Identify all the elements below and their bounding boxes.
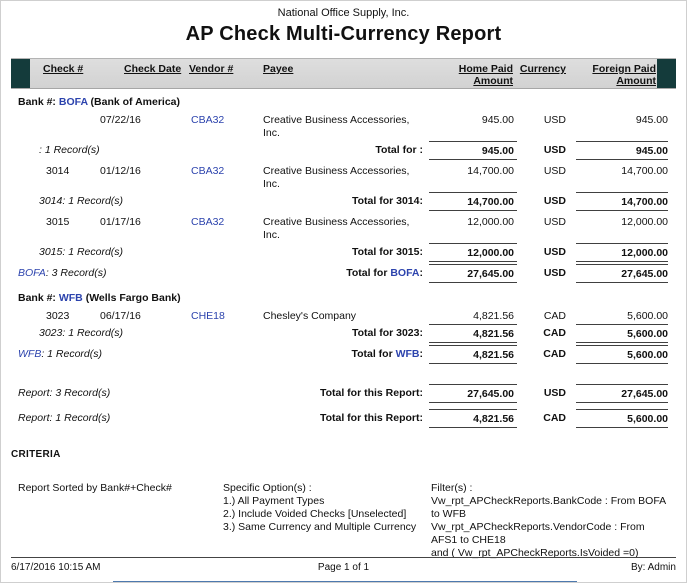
records-count: : 1 Record(s) bbox=[41, 348, 103, 360]
bank-code-link[interactable]: WFB bbox=[58, 292, 83, 304]
payee: Creative Business Accessories, Inc. bbox=[263, 216, 410, 241]
home-paid-total: 4,821.56 bbox=[429, 324, 517, 343]
report-totals bbox=[11, 384, 676, 428]
currency-code: USD bbox=[543, 267, 566, 279]
total-label: Total for 3023: bbox=[352, 327, 423, 339]
home-paid-amount: 14,700.00 bbox=[467, 165, 514, 177]
bank-header-row bbox=[11, 287, 676, 307]
home-paid-amount: 4,821.56 bbox=[473, 310, 514, 322]
foreign-paid-amount: 945.00 bbox=[635, 114, 668, 126]
subtotal-row bbox=[11, 324, 676, 343]
currency-code: USD bbox=[543, 216, 566, 228]
foreign-paid-amount: 14,700.00 bbox=[621, 165, 668, 177]
col-foreign-paid-line1: Foreign Paid bbox=[592, 63, 656, 75]
home-paid-total: 12,000.00 bbox=[429, 243, 517, 262]
home-paid-total: 945.00 bbox=[429, 141, 517, 160]
records-count: Report: 3 Record(s) bbox=[18, 387, 111, 399]
check-date: 07/22/16 bbox=[100, 114, 141, 126]
col-check-date: Check Date bbox=[124, 63, 182, 75]
home-paid-total: 4,821.56 bbox=[429, 409, 517, 428]
filter-line: Vw_rpt_APCheckReports.BankCode : From BOFA bbox=[431, 495, 667, 507]
records-count: 3014: 1 Record(s) bbox=[39, 195, 124, 207]
foreign-paid-total: 14,700.00 bbox=[576, 192, 668, 211]
table-row bbox=[11, 162, 676, 192]
bank-label: Bank #: bbox=[18, 96, 59, 108]
bank-code-link[interactable]: BOFA bbox=[18, 267, 46, 279]
currency-code: USD bbox=[543, 114, 566, 126]
vendor-code-link[interactable]: CBA32 bbox=[191, 114, 225, 126]
filters bbox=[431, 482, 676, 560]
payee: Creative Business Accessories, Inc. bbox=[263, 165, 410, 190]
table-row bbox=[11, 213, 676, 243]
total-label: Total for this Report: bbox=[319, 412, 423, 424]
report-title: AP Check Multi-Currency Report bbox=[185, 23, 502, 45]
report-total-row bbox=[11, 384, 676, 403]
col-foreign-paid-line2: Amount bbox=[616, 75, 656, 87]
total-label: Total for bbox=[346, 267, 391, 279]
option-item: 2.) Include Voided Checks [Unselected] bbox=[223, 508, 407, 520]
payee: Creative Business Accessories, Inc. bbox=[263, 114, 410, 139]
home-paid-total: 27,645.00 bbox=[429, 384, 517, 403]
table-header-row bbox=[11, 59, 676, 88]
currency-code: USD bbox=[543, 246, 566, 258]
total-label-colon: : bbox=[419, 348, 423, 360]
currency-code: CAD bbox=[543, 348, 566, 360]
records-count: : 3 Record(s) bbox=[45, 267, 107, 279]
records-count: Report: 1 Record(s) bbox=[18, 412, 111, 424]
specific-options bbox=[223, 482, 431, 560]
table-row bbox=[11, 111, 676, 141]
header-right-square-icon bbox=[657, 59, 676, 88]
home-paid-amount: 12,000.00 bbox=[467, 216, 514, 228]
check-number: 3014 bbox=[46, 165, 70, 177]
criteria-section bbox=[11, 449, 676, 560]
foreign-paid-total: 12,000.00 bbox=[576, 243, 668, 262]
total-label: Total for bbox=[351, 348, 396, 360]
check-date: 06/17/16 bbox=[100, 310, 141, 322]
footer-by-user: By: Admin bbox=[630, 562, 676, 573]
foreign-paid-total: 27,645.00 bbox=[576, 264, 668, 283]
table-row bbox=[11, 307, 676, 324]
total-label: Total for 3015: bbox=[352, 246, 423, 258]
table-header-bar bbox=[11, 58, 676, 89]
bank-name: (Bank of America) bbox=[87, 96, 181, 108]
filter-line: and ( Vw_rpt_APCheckReports.IsVoided =0) bbox=[431, 547, 639, 559]
total-label: Total for : bbox=[375, 144, 423, 156]
col-payee: Payee bbox=[263, 63, 294, 75]
filter-line: to WFB bbox=[431, 508, 467, 520]
bank-total-row bbox=[11, 264, 676, 283]
header-left-square-icon bbox=[11, 59, 30, 88]
check-date: 01/17/16 bbox=[100, 216, 141, 228]
foreign-paid-amount: 5,600.00 bbox=[627, 310, 668, 322]
total-label-colon: : bbox=[419, 267, 423, 279]
foreign-paid-total: 5,600.00 bbox=[576, 345, 668, 364]
foreign-paid-total: 5,600.00 bbox=[576, 324, 668, 343]
records-count: 3015: 1 Record(s) bbox=[39, 246, 124, 258]
currency-code: CAD bbox=[543, 310, 566, 322]
payee: Chesley's Company bbox=[263, 310, 357, 322]
filter-line: Vw_rpt_APCheckReports.VendorCode : From bbox=[431, 521, 645, 533]
criteria-heading: CRITERIA bbox=[11, 449, 61, 460]
subtotal-row bbox=[11, 141, 676, 160]
footer-datetime: 6/17/2016 10:15 AM bbox=[11, 562, 101, 573]
currency-code: USD bbox=[543, 195, 566, 207]
filter-line: AFS1 to CHE18 bbox=[431, 534, 506, 546]
col-home-paid-line1: Home Paid bbox=[458, 63, 513, 75]
currency-code: CAD bbox=[543, 327, 566, 339]
home-paid-total: 27,645.00 bbox=[429, 264, 517, 283]
vendor-code-link[interactable]: CBA32 bbox=[191, 216, 225, 228]
check-number: 3023 bbox=[46, 310, 70, 322]
col-currency: Currency bbox=[519, 63, 566, 75]
vendor-code-link[interactable]: CBA32 bbox=[191, 165, 225, 177]
report-table bbox=[11, 91, 676, 428]
home-paid-total: 4,821.56 bbox=[429, 345, 517, 364]
bank-code-link[interactable]: BOFA bbox=[58, 96, 88, 108]
total-label: Total for 3014: bbox=[352, 195, 423, 207]
currency-code: USD bbox=[543, 387, 566, 399]
bank-code-link[interactable]: WFB bbox=[18, 348, 42, 360]
currency-code: USD bbox=[543, 165, 566, 177]
records-count: 3023: 1 Record(s) bbox=[39, 327, 124, 339]
bank-header-row bbox=[11, 91, 676, 111]
bank-name: (Wells Fargo Bank) bbox=[82, 292, 181, 304]
report-total-row bbox=[11, 409, 676, 428]
foreign-paid-total: 945.00 bbox=[576, 141, 668, 160]
col-check-number: Check # bbox=[43, 63, 84, 75]
subtotal-row bbox=[11, 192, 676, 211]
company-name: National Office Supply, Inc. bbox=[277, 7, 410, 19]
col-vendor-number: Vendor # bbox=[189, 63, 234, 75]
records-count: : 1 Record(s) bbox=[39, 144, 100, 156]
col-home-paid-line2: Amount bbox=[473, 75, 513, 87]
vendor-code-link[interactable]: CHE18 bbox=[191, 310, 225, 322]
page-footer bbox=[11, 557, 676, 573]
bank-code-link[interactable]: WFB bbox=[395, 348, 420, 360]
currency-code: CAD bbox=[543, 412, 566, 424]
foreign-paid-amount: 12,000.00 bbox=[621, 216, 668, 228]
filters-title: Filter(s) : bbox=[431, 482, 473, 494]
option-item: 1.) All Payment Types bbox=[223, 495, 325, 507]
option-item: 3.) Same Currency and Multiple Currency bbox=[223, 521, 417, 533]
footer-page-number: Page 1 of 1 bbox=[317, 562, 370, 573]
bank-label: Bank #: bbox=[18, 292, 59, 304]
subtotal-row bbox=[11, 243, 676, 262]
total-label: Total for this Report: bbox=[319, 387, 423, 399]
home-paid-total: 14,700.00 bbox=[429, 192, 517, 211]
foreign-paid-total: 5,600.00 bbox=[576, 409, 668, 428]
bank-code-link[interactable]: BOFA bbox=[390, 267, 420, 279]
check-number: 3015 bbox=[46, 216, 70, 228]
sorted-by-text: Report Sorted by Bank#+Check# bbox=[18, 482, 172, 494]
bank-total-row bbox=[11, 345, 676, 364]
foreign-paid-total: 27,645.00 bbox=[576, 384, 668, 403]
home-paid-amount: 945.00 bbox=[481, 114, 514, 126]
check-number bbox=[11, 111, 96, 141]
currency-code: USD bbox=[543, 144, 566, 156]
options-title: Specific Option(s) : bbox=[223, 482, 312, 494]
check-date: 01/12/16 bbox=[100, 165, 141, 177]
